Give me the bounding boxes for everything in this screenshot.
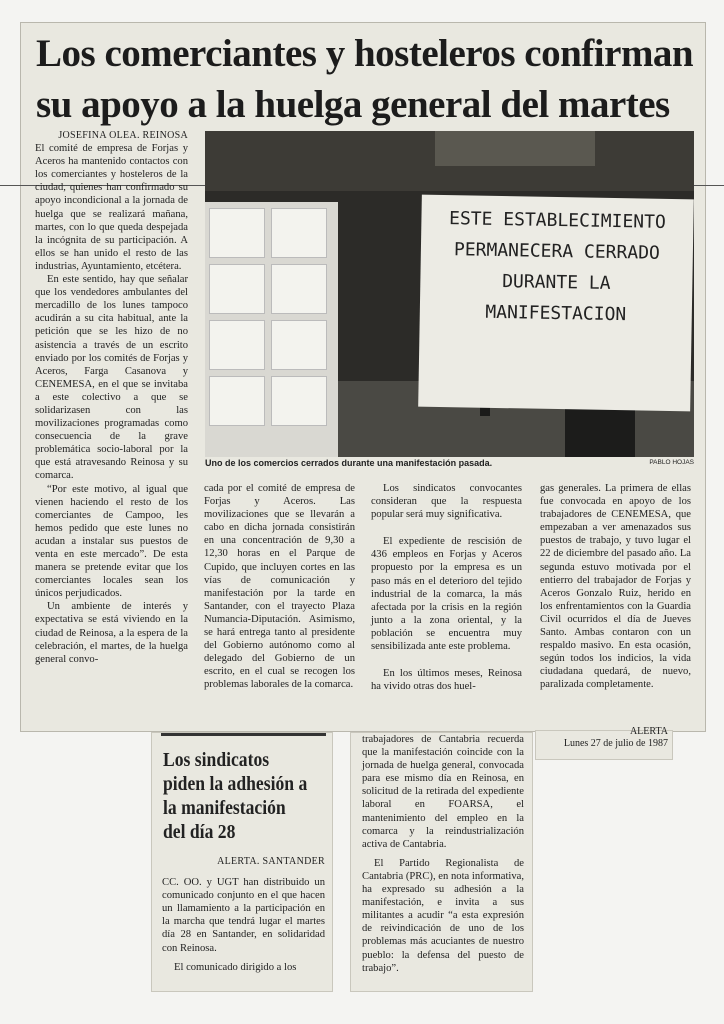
photo-caption: Uno de los comercios cerrados durante una manifestación pasada.: [205, 458, 493, 468]
side-byline: ALERTA. SANTANDER: [217, 856, 325, 867]
closed-sign: [418, 195, 694, 412]
main-headline: [36, 28, 696, 130]
side-paragraph: CC. OO. y UGT han distribuido un comunicado conjunto en el que hacen un llamamiento a la participación en la marcha que tendrá lugar el martes día 28 en Santander, en solidaridad con Reinosa.: [162, 877, 325, 954]
bottom-article-body: [362, 733, 524, 975]
furniture-image: [271, 208, 327, 258]
article-column-4: [540, 482, 691, 692]
furniture-image: [271, 320, 327, 370]
article-paragraph: “Por este motivo, al igual que vienen haciendo el resto de los comerciantes de Campoo, les hemos pedido que este lunes no acudan a instalar sus puestos de venta en este mercado”. De esta manera se pretende evitar que los comerciantes locales sean los únicos perjudicados.: [35, 483, 188, 600]
article-paragraph: cada por el comité de empresa de Forjas y Aceros. Las movilizaciones que se llevarán a cabo en dicha jornada consistirán en una concentración de 9,30 a 12,30 horas en el Parque de Cupido, que incluyen cortes en las vías de comunicación y manifestación por la tarde en Santander, con el trayecto Plaza Numancia-Diputación. Asimismo, se hará entrega tanto al presidente del Gobierno autónomo como al delegado del Gobierno de un escrito, en el cual se recogen los problemas laborales de la comarca.: [204, 483, 355, 691]
headline-line-1: Los comerciantes y hosteleros confirman: [36, 32, 694, 75]
source-dateline: [538, 726, 668, 750]
furniture-image: [209, 320, 265, 370]
furniture-image: [209, 264, 265, 314]
article-paragraph: Un ambiente de interés y expectativa se está viviendo en la ciudad de Reinosa, a la espera de la celebración, el martes, de la huelga general convo-: [35, 601, 188, 665]
source-date: Lunes 27 de julio de 1987: [563, 738, 668, 749]
side-top-rule: [161, 733, 326, 736]
headline-line-2: su apoyo a la huelga general del martes: [36, 83, 670, 126]
source-name: ALERTA: [629, 726, 668, 737]
furniture-image: [209, 208, 265, 258]
shop-window-poster: [205, 202, 338, 457]
article-paragraph: Los sindicatos convocantes consideran que la respuesta popular será muy significativa.: [371, 483, 522, 521]
article-paragraph: En este sentido, hay que señalar que los vendedores ambulantes del mercadillo de los lunes tampoco acudirán a su cita habitual, ante la petición que se les hizo de no asistencia a través de un escrito enviado por los comités de Forjas y Aceros, Farga Casanova y CENEMESA, en el que se invitaba a este colectivo a que se solidarizasen con las movilizaciones programadas como consecuencia de la grave problemática socio-laboral por la que está atravesando Reinosa y su comarca.: [35, 274, 188, 482]
article-paragraph: El expediente de rescisión de 436 empleos en Forjas y Aceros propuesto por la empresa es un paso más en el deterioro del tejido industrial de la comarca, la más afectada por la crisis en la región junto a la zona oriental, y la población se encuentra muy sensibilizada ante este problema.: [371, 536, 522, 653]
photo-credit: PABLO HOJAS: [649, 459, 694, 466]
side-article-body: [162, 855, 325, 974]
sign-text: ESTE ESTABLECIMIENTO PERMANECERA CERRADO DURANTE LA MANIFESTACION: [448, 208, 666, 326]
article-byline: JOSEFINA OLEA. REINOSA: [58, 130, 188, 141]
bottom-paragraph: trabajadores de Cantabria recuerda que la manifestación coincide con la jornada de huelga general, convocada para ese mismo día en Reinosa, en solicitud de la retirada del expediente laboral en FOARSA, el mantenimiento del empleo en la comarca y la reindustrialización activa de Cantabria.: [362, 734, 524, 850]
side-headline: Los sindicatos piden la adhesión a la manifestación del día 28: [163, 749, 308, 843]
article-column-2: [204, 482, 355, 692]
article-column-1: [35, 129, 188, 666]
article-paragraph: El comité de empresa de Forjas y Aceros ha mantenido contactos con los comerciantes y hosteleros de la ciudad, quienes han confirmado su apoyo incondicional a la jornada de huelga que se realizará mañana, martes, con lo que queda despejada la incógnita de su participación. A ellos se han unido el resto de las industrias, Ayuntamiento, etcétera.: [35, 143, 188, 272]
article-paragraph: gas generales. La primera de ellas fue convocada en apoyo de los trabajadores de CENEMESA, que empezaban a ver amenazados sus puestos de trabajo, y tuvo lugar el 22 de diciembre del pasado año. La segunda estuvo motivada por el entierro del trabajador de Forjas y Aceros Gonzalo Ruiz, herido en los enfrentamientos con la Guardia Civil ocurridos el día de Jueves Santo. Ambas contaron con un respaldo masivo. En esta ocasión, según todos los indicios, la vida ciudadana quedará, de nuevo, paralizada completamente.: [540, 483, 691, 691]
furniture-image: [271, 376, 327, 426]
furniture-image: [271, 264, 327, 314]
article-column-3: [371, 482, 522, 693]
side-paragraph: El comunicado dirigido a los: [174, 961, 297, 973]
bottom-paragraph: El Partido Regionalista de Cantabria (PRC), en nota informativa, ha expresado su adhesión a la manifestación, e invita a sus militantes a acudir “a esta expresión de reivindicación de uno de los problemas más acuciantes de nuestro pueblo: la defensa del puesto de trabajo”.: [362, 857, 524, 974]
furniture-image: [209, 376, 265, 426]
article-paragraph: En los últimos meses, Reinosa ha vivido otras dos huel-: [371, 668, 522, 693]
